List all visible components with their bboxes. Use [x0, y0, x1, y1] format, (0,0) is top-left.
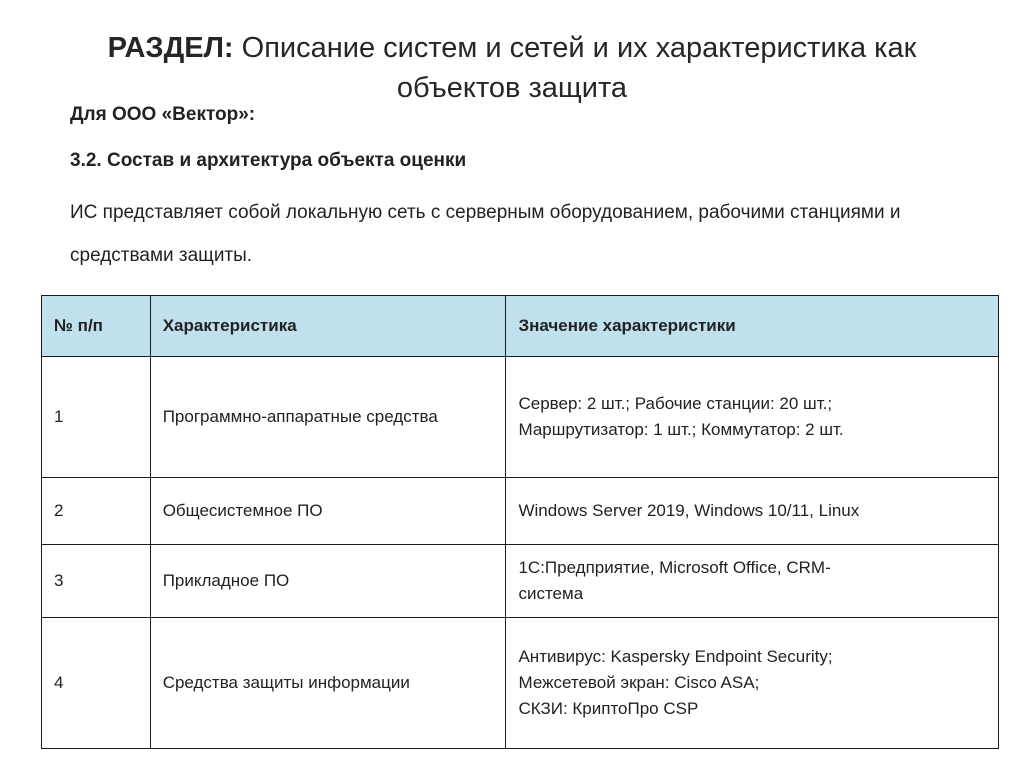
row-value-line: Сервер: 2 шт.; Рабочие станции: 20 шт.;: [518, 394, 833, 413]
header-characteristic: Характеристика: [150, 296, 506, 357]
row-value-line: система: [518, 584, 584, 603]
table-row: [42, 545, 999, 618]
characteristics-table: [41, 295, 999, 749]
row-value: [506, 357, 999, 478]
row-value-line: Межсетевой экран: Cisco ASA;: [518, 673, 760, 692]
slide-title: [60, 28, 964, 108]
description-text: ИС представляет собой локальную сеть с серверным оборудованием, рабочими станциями и средствами защиты.: [70, 202, 901, 266]
row-number: 3: [42, 545, 151, 618]
row-characteristic: Программно-аппаратные средства: [150, 357, 506, 478]
header-value: Значение характеристики: [506, 296, 999, 357]
row-value-line: Windows Server 2019, Windows 10/11, Linux: [518, 501, 860, 520]
row-characteristic: Прикладное ПО: [150, 545, 506, 618]
row-characteristic: Средства защиты информации: [150, 618, 506, 749]
row-characteristic: Общесистемное ПО: [150, 478, 506, 545]
table-row: [42, 618, 999, 749]
row-value: [506, 478, 999, 545]
row-value-line: СКЗИ: КриптоПро CSP: [518, 699, 699, 718]
row-number: 2: [42, 478, 151, 545]
table-header-row: [42, 296, 999, 357]
table-row: [42, 357, 999, 478]
header-number: № п/п: [42, 296, 151, 357]
row-number: 1: [42, 357, 151, 478]
organization-line: Для ООО «Вектор»:: [70, 104, 256, 125]
slide-title-prefix: РАЗДЕЛ:: [107, 32, 234, 64]
row-value-line: Антивирус: Kaspersky Endpoint Security;: [518, 647, 833, 666]
slide-title-text: Описание систем и сетей и их характеристика как объектов защита: [233, 32, 917, 104]
row-value-line: Маршрутизатор: 1 шт.; Коммутатор: 2 шт.: [518, 420, 844, 439]
row-value-line: 1С:Предприятие, Microsoft Office, CRM-: [518, 558, 831, 577]
row-value: [506, 618, 999, 749]
table-row: [42, 478, 999, 545]
row-value: [506, 545, 999, 618]
section-heading: 3.2. Состав и архитектура объекта оценки: [70, 150, 467, 171]
row-number: 4: [42, 618, 151, 749]
